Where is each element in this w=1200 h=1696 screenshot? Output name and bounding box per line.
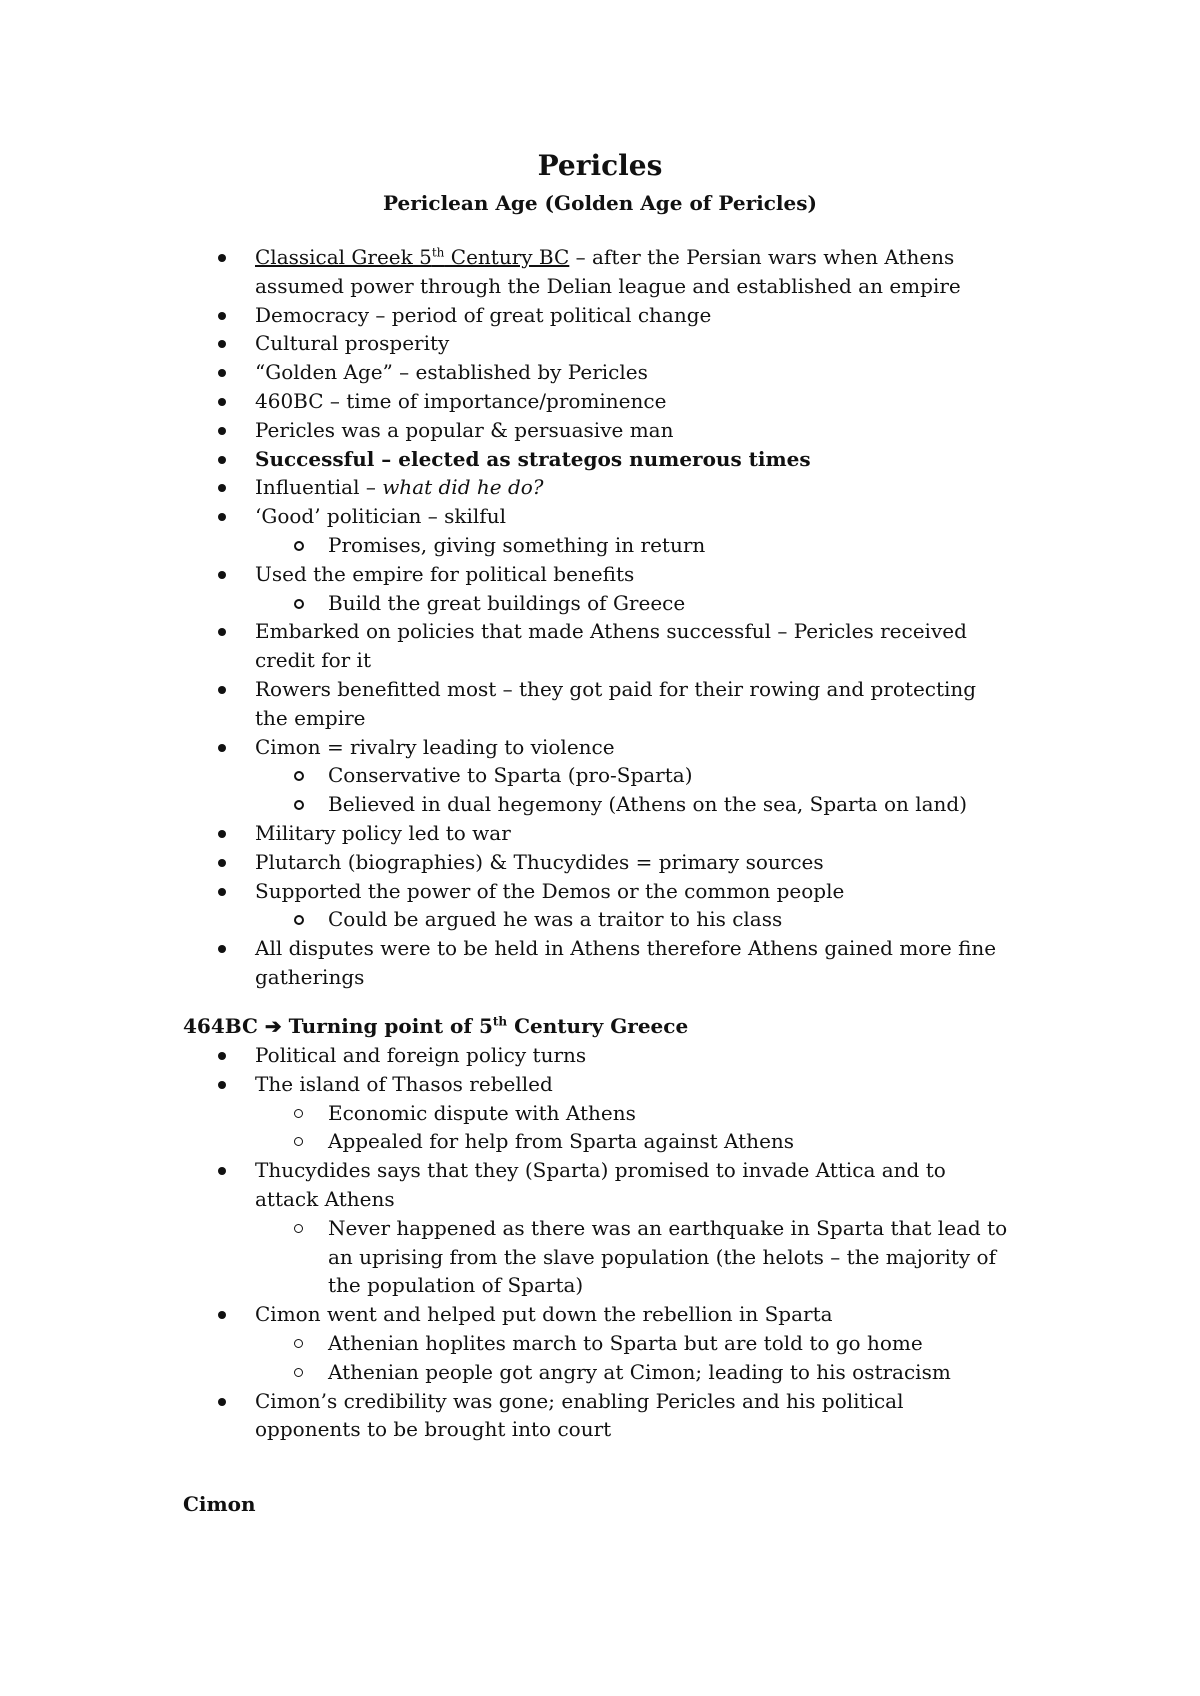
sub-list-item: Could be argued he was a traitor to his class — [0, 905, 1018, 934]
page-subtitle: Periclean Age (Golden Age of Pericles) — [383, 191, 817, 215]
circle-bullet-icon — [294, 541, 304, 551]
bullet-icon — [218, 945, 226, 953]
bullet-icon — [218, 1167, 226, 1175]
bullet-icon — [218, 340, 226, 348]
list-item: The island of Thasos rebelled — [0, 1070, 1015, 1099]
sub-list-item: Conservative to Sparta (pro-Sparta) — [0, 761, 1018, 790]
sub-list-item: Build the great buildings of Greece — [0, 589, 1018, 618]
list-item: Rowers benefitted most – they got paid for their rowing and protecting the empire — [0, 675, 1015, 733]
list-item: Cimon went and helped put down the rebellion in Sparta — [0, 1300, 1015, 1329]
circle-bullet-icon — [294, 800, 304, 810]
list-item: Embarked on policies that made Athens successful – Pericles received credit for it — [0, 617, 1015, 675]
sub-list-item: Economic dispute with Athens — [0, 1099, 1018, 1128]
circle-bullet-icon — [294, 1137, 303, 1146]
list-item: All disputes were to be held in Athens therefore Athens gained more fine gatherings — [0, 934, 1015, 992]
bullet-icon — [218, 1398, 226, 1406]
bullet-icon — [218, 744, 226, 752]
list-item: Supported the power of the Demos or the common people — [0, 877, 1015, 906]
sub-list-item: Athenian people got angry at Cimon; leading to his ostracism — [0, 1358, 1018, 1387]
bullet-icon — [218, 859, 226, 867]
list-item: Thucydides says that they (Sparta) promised to invade Attica and to attack Athens — [0, 1156, 1015, 1214]
bullet-icon — [218, 1311, 226, 1319]
bullet-icon — [218, 888, 226, 896]
list-item: Successful – elected as strategos numerous times — [0, 445, 1015, 474]
sub-list-item: Appealed for help from Sparta against Athens — [0, 1127, 1018, 1156]
bullet-list-turning-point — [0, 1041, 1200, 1444]
sub-list-item: Promises, giving something in return — [0, 531, 1018, 560]
bullet-icon — [218, 254, 226, 262]
circle-bullet-icon — [294, 599, 304, 609]
list-item: Cultural prosperity — [0, 329, 1015, 358]
list-item: Classical Greek 5th Century BC – after the Persian wars when Athens assumed power through the Delian league and established an empire — [0, 243, 1015, 301]
list-item: ‘Good’ politician – skilful — [0, 502, 1015, 531]
list-item: “Golden Age” – established by Pericles — [0, 358, 1015, 387]
bullet-icon — [218, 312, 226, 320]
list-item: Used the empire for political benefits — [0, 560, 1015, 589]
bullet-icon — [218, 571, 226, 579]
bullet-icon — [218, 513, 226, 521]
list-item: Political and foreign policy turns — [0, 1041, 1015, 1070]
sub-list-item: Athenian hoplites march to Sparta but are told to go home — [0, 1329, 1018, 1358]
circle-bullet-icon — [294, 1224, 303, 1233]
bullet-icon — [218, 686, 226, 694]
circle-bullet-icon — [294, 771, 304, 781]
bullet-icon — [218, 398, 226, 406]
bullet-icon — [218, 456, 226, 464]
bullet-icon — [218, 484, 226, 492]
section-heading-464bc: 464BC ➔ Turning point of 5th Century Greece — [183, 1014, 689, 1038]
list-item: Cimon’s credibility was gone; enabling Pericles and his political opponents to be brought into court — [0, 1387, 1015, 1445]
bullet-list-pericles — [0, 243, 1200, 992]
section-heading-cimon: Cimon — [183, 1492, 256, 1516]
list-item: Influential – what did he do? — [0, 473, 1015, 502]
list-item: Military policy led to war — [0, 819, 1015, 848]
sub-list-item: Never happened as there was an earthquake in Sparta that lead to an uprising from the slave population (the helots – the majority of the population of Sparta) — [0, 1214, 1018, 1300]
circle-bullet-icon — [294, 1368, 303, 1377]
bullet-icon — [218, 1081, 226, 1089]
circle-bullet-icon — [294, 915, 304, 925]
list-item: Pericles was a popular & persuasive man — [0, 416, 1015, 445]
bullet-icon — [218, 1052, 226, 1060]
arrow-right-icon: ➔ — [264, 1014, 282, 1038]
sub-list-item: Believed in dual hegemony (Athens on the sea, Sparta on land) — [0, 790, 1018, 819]
bullet-icon — [218, 628, 226, 636]
bullet-icon — [218, 369, 226, 377]
circle-bullet-icon — [294, 1339, 303, 1348]
bullet-icon — [218, 830, 226, 838]
list-item: 460BC – time of importance/prominence — [0, 387, 1015, 416]
bullet-icon — [218, 427, 226, 435]
list-item: Plutarch (biographies) & Thucydides = primary sources — [0, 848, 1015, 877]
list-item: Cimon = rivalry leading to violence — [0, 733, 1015, 762]
underlined-term: Classical Greek 5th Century BC — [255, 245, 570, 269]
list-item: Democracy – period of great political change — [0, 301, 1015, 330]
page-title: Pericles — [537, 149, 663, 182]
circle-bullet-icon — [294, 1109, 303, 1118]
